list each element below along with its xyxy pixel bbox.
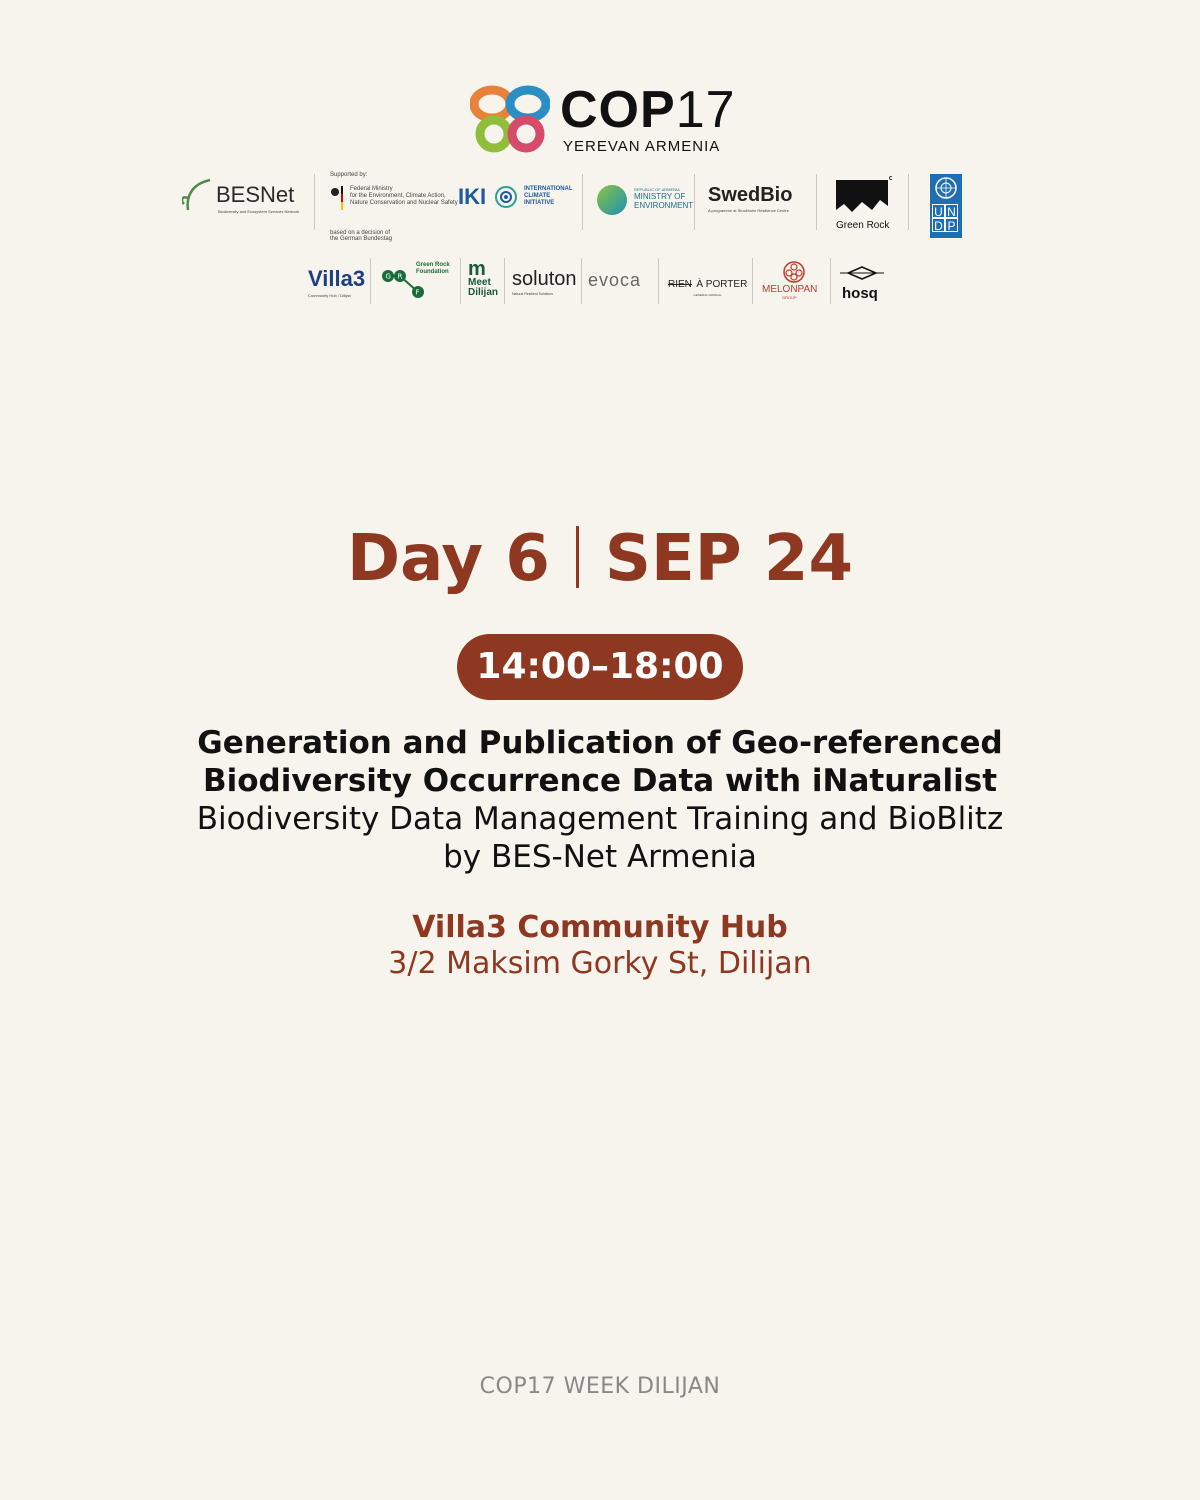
bmu-decision-2: the German Bundestag: [330, 236, 393, 242]
bmu-decision-1: based on a decision of: [330, 230, 391, 236]
bmu-supported-label: Supported by:: [330, 172, 368, 178]
ministry-line-2: ENVIRONMENT: [634, 201, 694, 210]
swedbio-logo: [708, 184, 792, 214]
hosq-diamond-icon: [840, 266, 884, 280]
rien-a-porter-logo: [668, 274, 747, 299]
soluton-tagline: Natural Resilient Solutions: [512, 292, 554, 296]
besnet-tagline: Biodiversity and Ecosystem Services Network: [218, 209, 300, 214]
porter-label: À PORTER: [696, 279, 748, 290]
evoca-logo: evoca: [588, 270, 642, 290]
event-title-line-2: Biodiversity Occurrence Data with iNaturalist: [202, 763, 998, 799]
rien-label: RIEN: [668, 279, 692, 290]
ministry-line-1: MINISTRY OF: [634, 192, 686, 201]
melonpan-name: MELONPAN: [762, 284, 818, 295]
villa3-tagline: Community Hub / Dilijan: [308, 293, 351, 298]
green-rock-foundation-logo: [380, 262, 450, 307]
villa3-logo: [308, 266, 365, 299]
date-divider: [576, 526, 579, 588]
porter-tagline: GENERAL FAMILIAL: [693, 293, 722, 297]
hosq-name: hosq: [842, 285, 878, 302]
soluton-name: soluton: [512, 268, 577, 290]
divider: [582, 174, 583, 230]
divider: [314, 174, 315, 230]
meet-label: Meet: [468, 277, 491, 288]
event-time-badge: 14:00–18:00: [457, 634, 743, 700]
divider: [658, 258, 659, 304]
event-address: 3/2 Maksim Gorky St, Dilijan: [388, 946, 812, 981]
iki-name: IKI: [458, 184, 487, 209]
iki-line-3: INITIATIVE: [524, 200, 555, 206]
swedbio-tagline: A programme at Stockholm Resilience Centre: [708, 208, 789, 213]
svg-text:F: F: [415, 288, 420, 297]
undp-letter: P: [945, 218, 958, 232]
footer-label: COP17 WEEK DILIJAN: [479, 1374, 721, 1399]
greenrock-name: Green Rock: [836, 220, 890, 231]
meet-dilijan-m-icon: m: [468, 258, 486, 280]
event-date-line: [0, 522, 1200, 596]
event-venue: Villa3 Community Hub: [412, 910, 788, 945]
bmu-line-2: for the Environment, Climate Action,: [350, 193, 446, 199]
divider: [581, 258, 582, 304]
undp-letter: U: [932, 204, 945, 218]
divider: [460, 258, 461, 304]
ministry-globe-icon: [596, 184, 628, 216]
svg-text:G: G: [385, 272, 391, 281]
swedbio-name: SwedBio: [708, 184, 793, 206]
cop17-location: YEREVAN ARMENIA: [563, 138, 721, 155]
meet-dilijan-logo: [468, 260, 498, 298]
iki-line-1: INTERNATIONAL: [524, 186, 573, 192]
partner-logos-row-2: [300, 258, 900, 306]
melonpan-tagline: GROUP: [782, 295, 797, 300]
svg-text:R: R: [397, 272, 403, 281]
greenrock-logo: [834, 176, 892, 231]
divider: [830, 258, 831, 304]
melonpan-flower-icon: [782, 260, 806, 284]
iki-line-2: CLIMATE: [524, 193, 551, 199]
villa3-name: Villa3: [308, 266, 366, 291]
cop17-butterfly-logo: [470, 84, 550, 156]
event-subtitle: [0, 800, 1200, 876]
soluton-logo: [512, 268, 577, 298]
ministry-environment-logo: [596, 184, 694, 221]
event-subtitle-line-1: Biodiversity Data Management Training and BioBlitz: [196, 801, 1004, 837]
divider: [694, 174, 695, 230]
event-title: [0, 724, 1200, 800]
event-day: Day 6: [347, 522, 550, 596]
event-date: SEP 24: [604, 522, 853, 596]
grf-line-2: Foundation: [416, 269, 449, 275]
bmu-line-3: Nature Conservation and Nuclear Safety: [350, 200, 458, 206]
iki-logo: [458, 184, 573, 210]
undp-letter: D: [932, 218, 945, 232]
undp-logo: [930, 174, 962, 238]
partner-logos-row-1: [178, 172, 968, 244]
cop17-title: COP17: [560, 81, 736, 139]
divider: [816, 174, 817, 230]
event-subtitle-line-2: by BES-Net Armenia: [443, 839, 757, 875]
header: [0, 81, 1200, 164]
divider: [908, 174, 909, 230]
greenrock-mountain-icon: [834, 176, 892, 220]
grf-line-1: Green Rock: [416, 262, 450, 268]
ministry-small: REPUBLIC OF ARMENIA: [634, 187, 680, 192]
undp-letter: N: [945, 204, 958, 218]
divider: [504, 258, 505, 304]
hosq-logo: [840, 266, 884, 302]
bmu-line-1: Federal Ministry: [350, 186, 393, 192]
iki-circle-icon: [494, 185, 518, 209]
un-emblem-icon: [930, 174, 962, 202]
besnet-name: BESNet: [216, 182, 295, 207]
event-title-line-1: Generation and Publication of Geo-referenced: [197, 725, 1003, 761]
besnet-leaf-icon: [182, 178, 212, 212]
undp-letters: [932, 204, 960, 232]
divider: [752, 258, 753, 304]
dilijan-label: Dilijan: [468, 287, 499, 298]
german-eagle-flag-icon: [330, 186, 344, 210]
divider: [370, 258, 371, 304]
